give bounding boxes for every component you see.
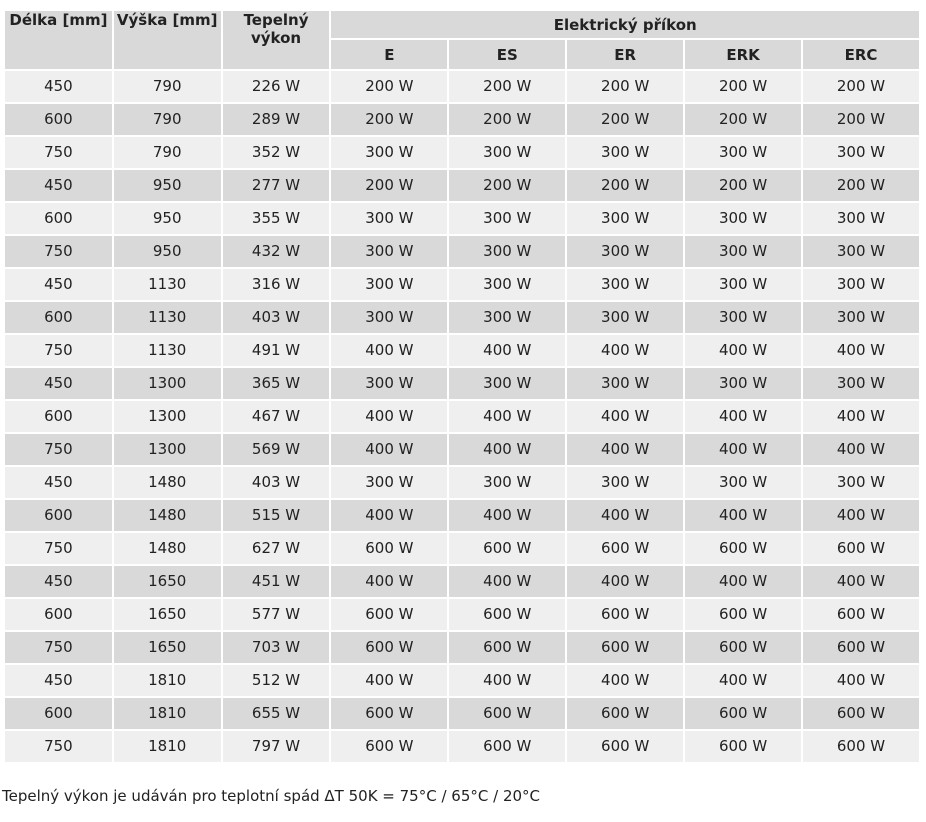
cell-power-es: 400 W [449, 434, 565, 465]
cell-power-erc: 600 W [803, 599, 919, 630]
cell-power-erk: 400 W [685, 335, 801, 366]
cell-power-e: 400 W [331, 665, 447, 696]
cell-power-er: 300 W [567, 269, 683, 300]
cell-heat-output: 316 W [223, 269, 330, 300]
header-length: Délka [mm] [5, 11, 112, 69]
cell-power-es: 400 W [449, 500, 565, 531]
cell-power-er: 600 W [567, 533, 683, 564]
cell-power-er: 600 W [567, 632, 683, 663]
cell-power-es: 400 W [449, 335, 565, 366]
cell-height: 1130 [114, 302, 221, 333]
cell-power-erk: 400 W [685, 401, 801, 432]
header-electric-power-group: Elektrický příkon [331, 11, 919, 38]
cell-power-er: 400 W [567, 335, 683, 366]
cell-power-es: 600 W [449, 632, 565, 663]
table-row [5, 632, 919, 663]
cell-heat-output: 365 W [223, 368, 330, 399]
header-sub-er: ER [567, 40, 683, 69]
cell-height: 1480 [114, 500, 221, 531]
cell-power-erc: 300 W [803, 269, 919, 300]
cell-power-es: 600 W [449, 599, 565, 630]
cell-power-erk: 200 W [685, 71, 801, 102]
cell-power-er: 300 W [567, 467, 683, 498]
cell-power-er: 300 W [567, 137, 683, 168]
cell-power-erk: 400 W [685, 500, 801, 531]
header-heat-output-line2: výkon [250, 29, 302, 47]
cell-height: 1300 [114, 401, 221, 432]
cell-heat-output: 355 W [223, 203, 330, 234]
cell-power-erk: 400 W [685, 665, 801, 696]
cell-length: 750 [5, 137, 112, 168]
cell-power-es: 300 W [449, 269, 565, 300]
cell-height: 790 [114, 104, 221, 135]
cell-power-erc: 300 W [803, 203, 919, 234]
cell-height: 1650 [114, 632, 221, 663]
cell-height: 790 [114, 71, 221, 102]
cell-heat-output: 451 W [223, 566, 330, 597]
header-heat-output-line1: Tepelný [243, 11, 309, 29]
cell-power-e: 600 W [331, 533, 447, 564]
cell-heat-output: 512 W [223, 665, 330, 696]
cell-power-erk: 300 W [685, 302, 801, 333]
cell-heat-output: 797 W [223, 731, 330, 762]
cell-power-e: 300 W [331, 203, 447, 234]
cell-height: 1300 [114, 368, 221, 399]
table-row [5, 401, 919, 432]
cell-heat-output: 577 W [223, 599, 330, 630]
cell-power-erk: 600 W [685, 698, 801, 729]
cell-power-erk: 600 W [685, 632, 801, 663]
table-row [5, 368, 919, 399]
cell-heat-output: 289 W [223, 104, 330, 135]
cell-height: 1650 [114, 566, 221, 597]
radiator-spec-table [3, 9, 921, 764]
cell-power-es: 600 W [449, 533, 565, 564]
table-row [5, 434, 919, 465]
cell-heat-output: 569 W [223, 434, 330, 465]
cell-heat-output: 467 W [223, 401, 330, 432]
cell-height: 1810 [114, 698, 221, 729]
cell-power-er: 600 W [567, 731, 683, 762]
header-sub-erc: ERC [803, 40, 919, 69]
cell-length: 600 [5, 698, 112, 729]
cell-power-erc: 400 W [803, 434, 919, 465]
cell-power-es: 600 W [449, 698, 565, 729]
table-row [5, 302, 919, 333]
cell-power-es: 600 W [449, 731, 565, 762]
cell-power-erk: 600 W [685, 599, 801, 630]
cell-power-erc: 300 W [803, 137, 919, 168]
cell-power-es: 300 W [449, 467, 565, 498]
cell-power-er: 400 W [567, 566, 683, 597]
cell-height: 950 [114, 236, 221, 267]
cell-height: 950 [114, 170, 221, 201]
cell-power-e: 600 W [331, 698, 447, 729]
cell-power-es: 400 W [449, 566, 565, 597]
cell-length: 750 [5, 632, 112, 663]
cell-power-erc: 300 W [803, 467, 919, 498]
cell-heat-output: 655 W [223, 698, 330, 729]
cell-power-erc: 200 W [803, 170, 919, 201]
cell-power-e: 600 W [331, 599, 447, 630]
cell-length: 600 [5, 599, 112, 630]
cell-length: 600 [5, 203, 112, 234]
cell-heat-output: 403 W [223, 467, 330, 498]
table-row [5, 104, 919, 135]
cell-height: 1650 [114, 599, 221, 630]
cell-power-er: 400 W [567, 500, 683, 531]
cell-power-er: 300 W [567, 368, 683, 399]
cell-power-e: 300 W [331, 236, 447, 267]
cell-power-erk: 600 W [685, 731, 801, 762]
cell-length: 450 [5, 665, 112, 696]
table-row [5, 665, 919, 696]
cell-power-erk: 200 W [685, 170, 801, 201]
cell-power-erc: 400 W [803, 500, 919, 531]
cell-power-erc: 400 W [803, 401, 919, 432]
footnote: Tepelný výkon je udáván pro teplotní spád ΔT 50K = 75°C / 65°C / 20°C [2, 787, 541, 805]
cell-length: 450 [5, 467, 112, 498]
cell-power-e: 300 W [331, 368, 447, 399]
cell-power-es: 300 W [449, 368, 565, 399]
cell-power-erk: 300 W [685, 269, 801, 300]
cell-power-e: 200 W [331, 170, 447, 201]
table-row [5, 137, 919, 168]
cell-heat-output: 432 W [223, 236, 330, 267]
cell-heat-output: 627 W [223, 533, 330, 564]
cell-height: 790 [114, 137, 221, 168]
cell-power-er: 400 W [567, 665, 683, 696]
table-row [5, 170, 919, 201]
table-body [5, 71, 919, 762]
cell-power-es: 200 W [449, 104, 565, 135]
cell-heat-output: 491 W [223, 335, 330, 366]
header-sub-es: ES [449, 40, 565, 69]
cell-power-erk: 200 W [685, 104, 801, 135]
cell-power-erk: 300 W [685, 368, 801, 399]
table-row [5, 500, 919, 531]
cell-power-erc: 400 W [803, 335, 919, 366]
table-header [5, 11, 919, 69]
cell-power-erc: 300 W [803, 236, 919, 267]
cell-length: 450 [5, 566, 112, 597]
cell-length: 750 [5, 731, 112, 762]
table-row [5, 731, 919, 762]
cell-length: 450 [5, 170, 112, 201]
cell-height: 1810 [114, 731, 221, 762]
cell-length: 750 [5, 335, 112, 366]
table-row [5, 533, 919, 564]
cell-power-e: 300 W [331, 137, 447, 168]
cell-heat-output: 515 W [223, 500, 330, 531]
header-sub-erk: ERK [685, 40, 801, 69]
cell-power-erc: 200 W [803, 71, 919, 102]
header-sub-e: E [331, 40, 447, 69]
cell-power-er: 300 W [567, 203, 683, 234]
cell-power-es: 300 W [449, 203, 565, 234]
cell-length: 750 [5, 434, 112, 465]
cell-heat-output: 703 W [223, 632, 330, 663]
cell-power-es: 400 W [449, 665, 565, 696]
cell-length: 600 [5, 401, 112, 432]
cell-power-erc: 300 W [803, 368, 919, 399]
cell-length: 750 [5, 533, 112, 564]
cell-power-erc: 600 W [803, 632, 919, 663]
cell-power-erc: 600 W [803, 731, 919, 762]
cell-power-e: 400 W [331, 434, 447, 465]
spec-table-container [3, 9, 921, 764]
cell-length: 450 [5, 368, 112, 399]
cell-power-erc: 300 W [803, 302, 919, 333]
cell-length: 450 [5, 71, 112, 102]
cell-power-er: 200 W [567, 71, 683, 102]
cell-power-erk: 300 W [685, 137, 801, 168]
cell-power-er: 600 W [567, 599, 683, 630]
cell-power-erc: 600 W [803, 698, 919, 729]
table-row [5, 467, 919, 498]
table-row [5, 698, 919, 729]
cell-power-es: 300 W [449, 236, 565, 267]
cell-power-e: 600 W [331, 731, 447, 762]
cell-power-erc: 400 W [803, 665, 919, 696]
table-row [5, 71, 919, 102]
cell-power-er: 400 W [567, 401, 683, 432]
cell-length: 600 [5, 104, 112, 135]
cell-height: 1480 [114, 467, 221, 498]
table-row [5, 566, 919, 597]
cell-height: 950 [114, 203, 221, 234]
cell-power-e: 400 W [331, 566, 447, 597]
cell-power-erk: 300 W [685, 203, 801, 234]
cell-power-erc: 400 W [803, 566, 919, 597]
cell-power-e: 400 W [331, 335, 447, 366]
cell-power-er: 300 W [567, 302, 683, 333]
cell-power-e: 200 W [331, 71, 447, 102]
cell-power-es: 300 W [449, 302, 565, 333]
cell-length: 750 [5, 236, 112, 267]
cell-height: 1300 [114, 434, 221, 465]
cell-power-erk: 300 W [685, 236, 801, 267]
cell-power-e: 600 W [331, 632, 447, 663]
header-height: Výška [mm] [114, 11, 221, 69]
cell-power-e: 400 W [331, 500, 447, 531]
cell-power-e: 400 W [331, 401, 447, 432]
cell-height: 1480 [114, 533, 221, 564]
cell-power-erk: 300 W [685, 467, 801, 498]
cell-length: 600 [5, 302, 112, 333]
table-row [5, 335, 919, 366]
cell-length: 450 [5, 269, 112, 300]
cell-power-e: 200 W [331, 104, 447, 135]
cell-power-erk: 400 W [685, 434, 801, 465]
cell-power-e: 300 W [331, 269, 447, 300]
cell-height: 1130 [114, 269, 221, 300]
cell-heat-output: 403 W [223, 302, 330, 333]
table-row [5, 599, 919, 630]
table-row [5, 203, 919, 234]
cell-power-e: 300 W [331, 467, 447, 498]
cell-power-es: 200 W [449, 71, 565, 102]
cell-power-erc: 600 W [803, 533, 919, 564]
cell-power-er: 200 W [567, 104, 683, 135]
cell-power-es: 200 W [449, 170, 565, 201]
cell-height: 1810 [114, 665, 221, 696]
cell-height: 1130 [114, 335, 221, 366]
cell-power-erk: 600 W [685, 533, 801, 564]
cell-power-er: 400 W [567, 434, 683, 465]
table-row [5, 269, 919, 300]
header-heat-output [223, 11, 330, 69]
cell-power-er: 200 W [567, 170, 683, 201]
cell-power-es: 300 W [449, 137, 565, 168]
cell-heat-output: 352 W [223, 137, 330, 168]
cell-power-erk: 400 W [685, 566, 801, 597]
cell-power-erc: 200 W [803, 104, 919, 135]
table-row [5, 236, 919, 267]
cell-power-e: 300 W [331, 302, 447, 333]
cell-heat-output: 226 W [223, 71, 330, 102]
cell-power-es: 400 W [449, 401, 565, 432]
cell-length: 600 [5, 500, 112, 531]
cell-heat-output: 277 W [223, 170, 330, 201]
cell-power-er: 300 W [567, 236, 683, 267]
cell-power-er: 600 W [567, 698, 683, 729]
